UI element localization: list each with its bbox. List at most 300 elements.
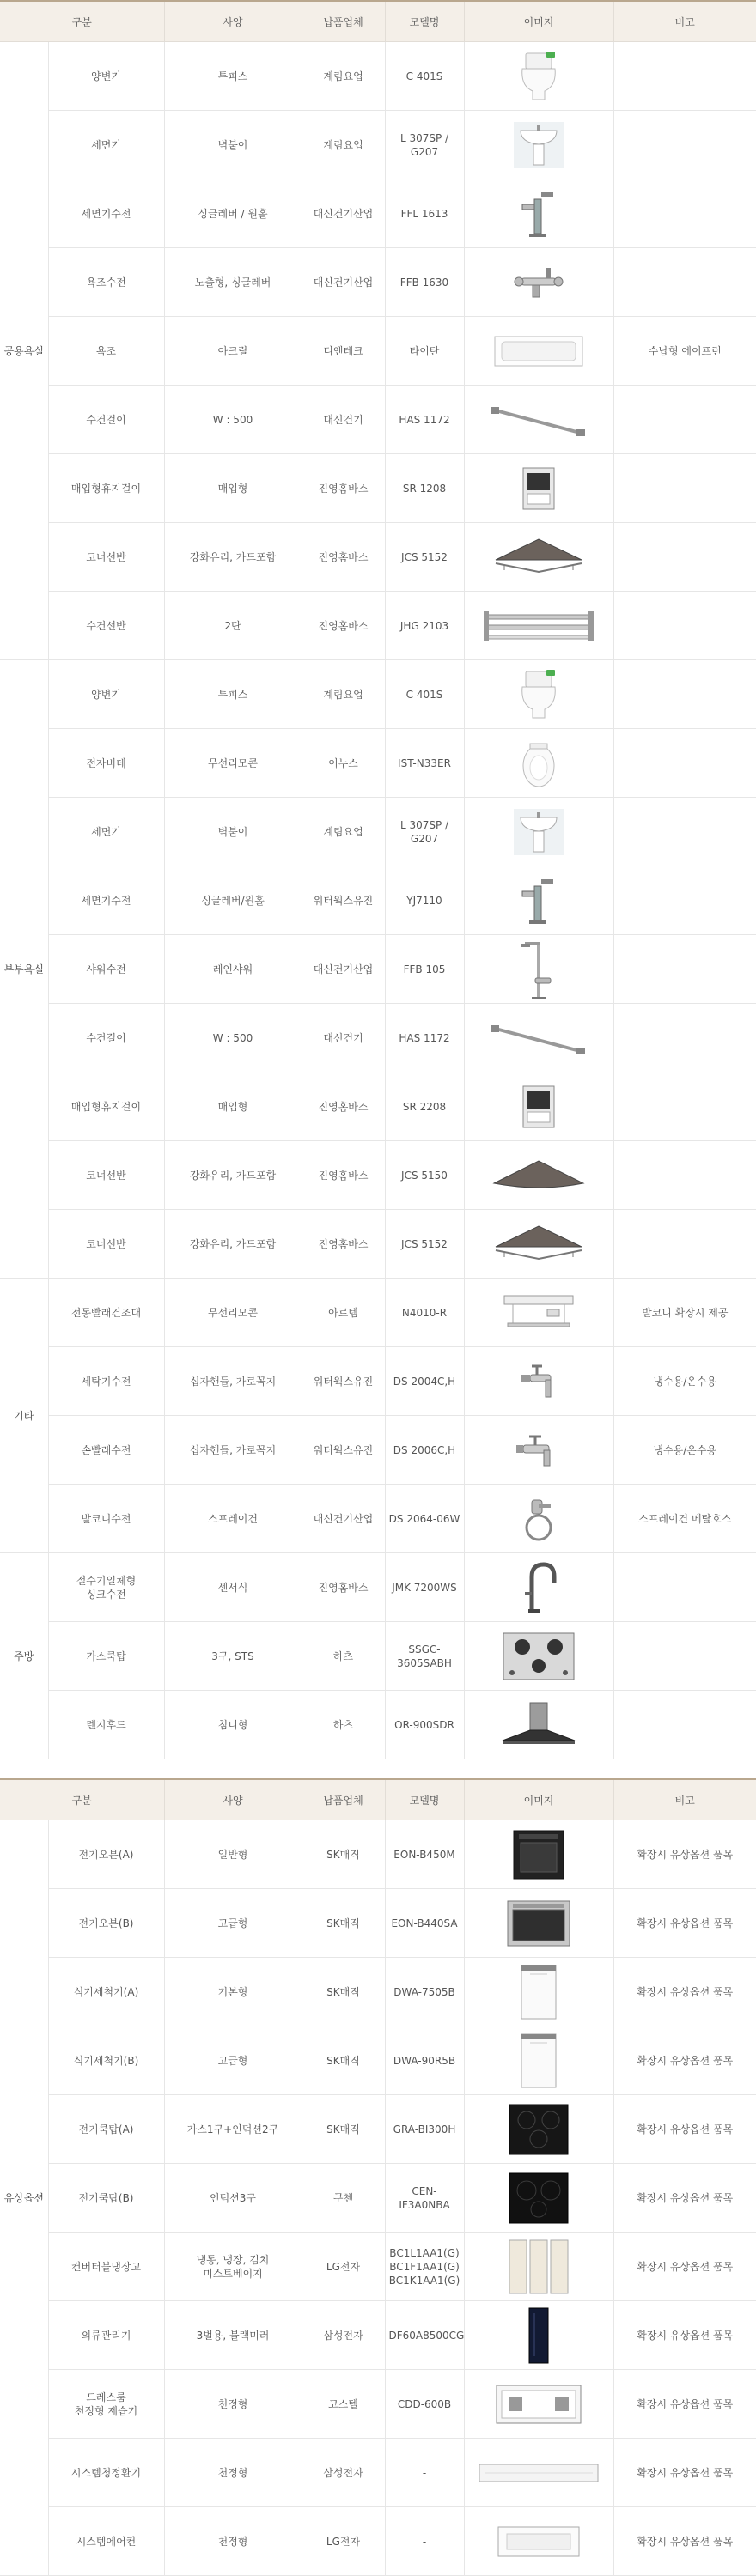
item-cell: 시스템에어컨	[48, 2507, 164, 2576]
spec-cell: 천정형	[164, 2439, 302, 2507]
table-row	[0, 1141, 756, 1210]
supplier-cell: 삼성전자	[302, 2439, 385, 2507]
image-cell	[464, 1141, 613, 1210]
item-cell: 세면기수전	[48, 866, 164, 935]
model-cell: JCS 5152	[385, 1210, 464, 1279]
note-cell	[613, 1691, 756, 1759]
item-cell: 양변기	[48, 42, 164, 111]
spec-cell: 센서식	[164, 1553, 302, 1622]
note-cell	[613, 248, 756, 317]
spray-gun-icon	[465, 1493, 613, 1545]
table-row	[0, 1416, 756, 1485]
note-cell: 냉수용/온수용	[613, 1416, 756, 1485]
item-cell: 전기오븐(B)	[48, 1889, 164, 1958]
image-cell	[464, 592, 613, 660]
table-row	[0, 2026, 756, 2095]
header-image: 이미지	[464, 1, 613, 42]
induction-cooktop-icon	[465, 2170, 613, 2227]
paper-holder-icon	[465, 463, 613, 514]
model-cell: JMK 7200WS	[385, 1553, 464, 1622]
model-cell: SR 1208	[385, 454, 464, 523]
item-cell: 세탁기수전	[48, 1347, 164, 1416]
note-cell	[613, 1072, 756, 1141]
note-cell: 확장시 유상옵션 품목	[613, 2095, 756, 2164]
note-cell	[613, 386, 756, 454]
image-cell	[464, 1553, 613, 1622]
item-cell: 전자비데	[48, 729, 164, 798]
model-cell: N4010-R	[385, 1279, 464, 1347]
item-cell: 매입형휴지걸이	[48, 454, 164, 523]
item-cell: 드레스룸 천정형 제습기	[48, 2370, 164, 2439]
note-cell: 확장시 유상옵션 품목	[613, 2301, 756, 2370]
model-cell: BC1L1AA1(G) BC1F1AA1(G) BC1K1AA1(G)	[385, 2233, 464, 2301]
supplier-cell: 코스텔	[302, 2370, 385, 2439]
supplier-cell: 쿠첸	[302, 2164, 385, 2233]
supplier-cell: 계림요업	[302, 111, 385, 179]
spec-cell: 무선리모콘	[164, 729, 302, 798]
supplier-cell: SK매직	[302, 2095, 385, 2164]
dishwasher-icon	[465, 1962, 613, 2022]
item-cell: 양변기	[48, 660, 164, 729]
item-cell: 수건걸이	[48, 1004, 164, 1072]
model-cell: JCS 5152	[385, 523, 464, 592]
item-cell: 샤워수전	[48, 935, 164, 1004]
basin-faucet-icon	[465, 874, 613, 927]
image-cell	[464, 386, 613, 454]
model-cell: HAS 1172	[385, 386, 464, 454]
image-cell	[464, 866, 613, 935]
supplier-cell: 대신건기	[302, 386, 385, 454]
gas-cooktop-icon	[465, 1628, 613, 1685]
table-row	[0, 1622, 756, 1691]
note-cell	[613, 454, 756, 523]
corner-shelf-icon	[465, 534, 613, 580]
supplier-cell: 워터웍스유진	[302, 866, 385, 935]
item-cell: 컨버터블냉장고	[48, 2233, 164, 2301]
note-cell	[613, 1210, 756, 1279]
range-hood-icon	[465, 1699, 613, 1751]
spec-cell: 노출형, 싱글레버	[164, 248, 302, 317]
supplier-cell: 진영홈바스	[302, 1553, 385, 1622]
model-cell: -	[385, 2507, 464, 2576]
header-model: 모델명	[385, 1, 464, 42]
supplier-cell: 대신건기산업	[302, 179, 385, 248]
spec-cell: 싱글레버/원홀	[164, 866, 302, 935]
model-cell: DWA-7505B	[385, 1958, 464, 2026]
oven-steel-icon	[465, 1896, 613, 1951]
ceiling-dehumidifier-icon	[465, 2379, 613, 2430]
image-cell	[464, 2301, 613, 2370]
spec-cell: 십자핸들, 가로꼭지	[164, 1416, 302, 1485]
header-image: 이미지	[464, 1779, 613, 1820]
supplier-cell: 대신건기	[302, 1004, 385, 1072]
note-cell	[613, 798, 756, 866]
table-row	[0, 1485, 756, 1553]
spec-cell: 싱글레버 / 원홀	[164, 179, 302, 248]
model-cell: L 307SP / G207	[385, 798, 464, 866]
model-cell: HAS 1172	[385, 1004, 464, 1072]
supplier-cell: 대신건기산업	[302, 1485, 385, 1553]
table-row	[0, 2301, 756, 2370]
spec-cell: 강화유리, 가드포함	[164, 1210, 302, 1279]
image-cell	[464, 248, 613, 317]
supplier-cell: LG전자	[302, 2507, 385, 2576]
note-cell	[613, 592, 756, 660]
item-cell: 의류관리기	[48, 2301, 164, 2370]
model-cell: FFL 1613	[385, 179, 464, 248]
rain-shower-icon	[465, 937, 613, 1002]
model-cell: C 401S	[385, 660, 464, 729]
model-cell: EON-B450M	[385, 1820, 464, 1889]
dishwasher-icon	[465, 2031, 613, 2091]
header-note: 비고	[613, 1, 756, 42]
note-cell	[613, 660, 756, 729]
image-cell	[464, 935, 613, 1004]
image-cell	[464, 1889, 613, 1958]
header-spec: 사양	[164, 1779, 302, 1820]
table-row	[0, 1889, 756, 1958]
table-row	[0, 1210, 756, 1279]
supplier-cell: 디엔테크	[302, 317, 385, 386]
image-cell	[464, 729, 613, 798]
note-cell	[613, 1622, 756, 1691]
model-cell: CEN-IF3A0NBA	[385, 2164, 464, 2233]
model-cell: -	[385, 2439, 464, 2507]
image-cell	[464, 1004, 613, 1072]
supplier-cell: 삼성전자	[302, 2301, 385, 2370]
bidet-icon	[465, 737, 613, 790]
item-cell: 식기세척기(A)	[48, 1958, 164, 2026]
paper-holder-icon	[465, 1081, 613, 1133]
note-cell: 확장시 유상옵션 품목	[613, 2370, 756, 2439]
spec-cell: 강화유리, 가드포함	[164, 1141, 302, 1210]
note-cell: 스프레이건 메탈호스	[613, 1485, 756, 1553]
category-cell: 공용욕실	[0, 42, 48, 660]
image-cell	[464, 454, 613, 523]
wash-basin-icon	[465, 118, 613, 172]
model-cell: 타이탄	[385, 317, 464, 386]
item-cell: 절수기일체형 싱크수전	[48, 1553, 164, 1622]
item-cell: 시스템청정환기	[48, 2439, 164, 2507]
category-cell: 주방	[0, 1553, 48, 1759]
table-row	[0, 248, 756, 317]
corner-shelf-icon	[465, 1221, 613, 1267]
table-row	[0, 592, 756, 660]
note-cell: 발코니 확장시 제공	[613, 1279, 756, 1347]
item-cell: 수건선반	[48, 592, 164, 660]
spec-cell: W : 500	[164, 1004, 302, 1072]
item-cell: 전기쿡탑(A)	[48, 2095, 164, 2164]
category-cell: 부부욕실	[0, 660, 48, 1279]
model-cell: CDD-600B	[385, 2370, 464, 2439]
supplier-cell: 워터웍스유진	[302, 1416, 385, 1485]
table-row	[0, 866, 756, 935]
supplier-cell: 하츠	[302, 1622, 385, 1691]
table-row	[0, 1691, 756, 1759]
category-cell: 기타	[0, 1279, 48, 1553]
table-row	[0, 179, 756, 248]
spec-cell: 인덕션3구	[164, 2164, 302, 2233]
note-cell	[613, 1553, 756, 1622]
image-cell	[464, 179, 613, 248]
note-cell: 확장시 유상옵션 품목	[613, 1958, 756, 2026]
image-cell	[464, 2233, 613, 2301]
item-cell: 렌지후드	[48, 1691, 164, 1759]
table-row	[0, 2164, 756, 2233]
model-cell: DF60A8500CG	[385, 2301, 464, 2370]
table-row	[0, 660, 756, 729]
drying-rack-icon	[465, 1289, 613, 1337]
image-cell	[464, 111, 613, 179]
item-cell: 손빨래수전	[48, 1416, 164, 1485]
item-cell: 전기오븐(A)	[48, 1820, 164, 1889]
item-cell: 욕조수전	[48, 248, 164, 317]
oven-icon	[465, 1827, 613, 1882]
spec-cell: 투피스	[164, 42, 302, 111]
item-cell: 발코니수전	[48, 1485, 164, 1553]
electric-cooktop-icon	[465, 2101, 613, 2158]
header-supplier: 납품업체	[302, 1779, 385, 1820]
supplier-cell: 계림요업	[302, 660, 385, 729]
item-cell: 세면기수전	[48, 179, 164, 248]
image-cell	[464, 523, 613, 592]
image-cell	[464, 1416, 613, 1485]
model-cell: L 307SP / G207	[385, 111, 464, 179]
supplier-cell: 진영홈바스	[302, 523, 385, 592]
header-supplier: 납품업체	[302, 1, 385, 42]
spec-cell: 스프레이건	[164, 1485, 302, 1553]
spec-cell: 냉동, 냉장, 김치 미스트베이지	[164, 2233, 302, 2301]
supplier-cell: 진영홈바스	[302, 1141, 385, 1210]
item-cell: 코너선반	[48, 1210, 164, 1279]
header-model: 모델명	[385, 1779, 464, 1820]
table-row	[0, 1004, 756, 1072]
spec-cell: 3벌용, 블랙미러	[164, 2301, 302, 2370]
note-cell: 확장시 유상옵션 품목	[613, 1820, 756, 1889]
image-cell	[464, 2439, 613, 2507]
model-cell: DS 2004C,H	[385, 1347, 464, 1416]
image-cell	[464, 1691, 613, 1759]
basin-faucet-icon	[465, 187, 613, 240]
table-row	[0, 798, 756, 866]
refrigerator-icon	[465, 2237, 613, 2297]
note-cell	[613, 1004, 756, 1072]
washer-faucet-icon	[465, 1356, 613, 1407]
note-cell	[613, 111, 756, 179]
model-cell: YJ7110	[385, 866, 464, 935]
supplier-cell: 하츠	[302, 1691, 385, 1759]
spec-cell: 십자핸들, 가로꼭지	[164, 1347, 302, 1416]
supplier-cell: 대신건기산업	[302, 935, 385, 1004]
item-cell: 세면기	[48, 798, 164, 866]
model-cell: GRA-BI300H	[385, 2095, 464, 2164]
supplier-cell: 계림요업	[302, 42, 385, 111]
table-row	[0, 1553, 756, 1622]
image-cell	[464, 42, 613, 111]
item-cell: 코너선반	[48, 523, 164, 592]
image-cell	[464, 1485, 613, 1553]
table-header-row	[0, 1, 756, 42]
supplier-cell: 대신건기산업	[302, 248, 385, 317]
paid-option-table	[0, 1778, 756, 2576]
spec-cell: 매입형	[164, 454, 302, 523]
image-cell	[464, 2507, 613, 2576]
note-cell	[613, 866, 756, 935]
supplier-cell: 계림요업	[302, 798, 385, 866]
ventilator-icon	[465, 2456, 613, 2490]
table-row	[0, 2439, 756, 2507]
note-cell	[613, 42, 756, 111]
spec-cell: W : 500	[164, 386, 302, 454]
spec-cell: 아크릴	[164, 317, 302, 386]
spec-cell: 레인샤워	[164, 935, 302, 1004]
image-cell	[464, 317, 613, 386]
kitchen-faucet-icon	[465, 1558, 613, 1618]
item-cell: 세면기	[48, 111, 164, 179]
model-cell: C 401S	[385, 42, 464, 111]
table-row	[0, 523, 756, 592]
hand-wash-faucet-icon	[465, 1425, 613, 1476]
note-cell	[613, 935, 756, 1004]
toilet-icon	[465, 50, 613, 103]
table-row	[0, 1347, 756, 1416]
model-cell: OR-900SDR	[385, 1691, 464, 1759]
spec-cell: 일반형	[164, 1820, 302, 1889]
spec-cell: 침니형	[164, 1691, 302, 1759]
table-row	[0, 317, 756, 386]
spec-cell: 2단	[164, 592, 302, 660]
item-cell: 식기세척기(B)	[48, 2026, 164, 2095]
spec-cell: 가스1구+인덕션2구	[164, 2095, 302, 2164]
supplier-cell: LG전자	[302, 2233, 385, 2301]
table-row	[0, 2095, 756, 2164]
model-cell: DWA-90R5B	[385, 2026, 464, 2095]
image-cell	[464, 660, 613, 729]
table-header-row	[0, 1779, 756, 1820]
spec-cell: 천정형	[164, 2507, 302, 2576]
spec-cell: 벽붙이	[164, 798, 302, 866]
table-row	[0, 935, 756, 1004]
spec-cell: 고급형	[164, 2026, 302, 2095]
model-cell: FFB 1630	[385, 248, 464, 317]
table-row	[0, 111, 756, 179]
item-cell: 가스쿡탑	[48, 1622, 164, 1691]
image-cell	[464, 1622, 613, 1691]
ceiling-ac-icon	[465, 2520, 613, 2563]
spec-cell: 무선리모콘	[164, 1279, 302, 1347]
towel-shelf-icon	[465, 605, 613, 647]
image-cell	[464, 2026, 613, 2095]
spec-cell: 고급형	[164, 1889, 302, 1958]
header-category: 구분	[0, 1779, 164, 1820]
note-cell: 수납형 에이프런	[613, 317, 756, 386]
spec-cell: 매입형	[164, 1072, 302, 1141]
supplier-cell: 진영홈바스	[302, 1210, 385, 1279]
supplier-cell: SK매직	[302, 1958, 385, 2026]
model-cell: JHG 2103	[385, 592, 464, 660]
table-row	[0, 1958, 756, 2026]
table-row	[0, 454, 756, 523]
model-cell: SSGC- 3605SABH	[385, 1622, 464, 1691]
spec-cell: 3구, STS	[164, 1622, 302, 1691]
supplier-cell: 진영홈바스	[302, 592, 385, 660]
category-cell: 유상옵션	[0, 1820, 48, 2576]
spec-cell: 천정형	[164, 2370, 302, 2439]
supplier-cell: SK매직	[302, 2026, 385, 2095]
bath-faucet-icon	[465, 256, 613, 309]
note-cell: 확장시 유상옵션 품목	[613, 2164, 756, 2233]
item-cell: 수건걸이	[48, 386, 164, 454]
note-cell: 확장시 유상옵션 품목	[613, 2439, 756, 2507]
table-gap	[0, 1759, 756, 1778]
supplier-cell: SK매직	[302, 1820, 385, 1889]
supplier-cell: 워터웍스유진	[302, 1347, 385, 1416]
item-cell: 욕조	[48, 317, 164, 386]
image-cell	[464, 798, 613, 866]
wash-basin-icon	[465, 805, 613, 859]
supplier-cell: 진영홈바스	[302, 454, 385, 523]
image-cell	[464, 1210, 613, 1279]
bathtub-icon	[465, 330, 613, 373]
note-cell: 확장시 유상옵션 품목	[613, 1889, 756, 1958]
table-row	[0, 2507, 756, 2576]
table-row	[0, 1279, 756, 1347]
spec-cell: 기본형	[164, 1958, 302, 2026]
item-cell: 전기쿡탑(B)	[48, 2164, 164, 2233]
image-cell	[464, 2164, 613, 2233]
toilet-icon	[465, 668, 613, 721]
model-cell: SR 2208	[385, 1072, 464, 1141]
supplier-cell: 진영홈바스	[302, 1072, 385, 1141]
image-cell	[464, 1958, 613, 2026]
item-cell: 매입형휴지걸이	[48, 1072, 164, 1141]
model-cell: DS 2006C,H	[385, 1416, 464, 1485]
supplier-cell: SK매직	[302, 1889, 385, 1958]
note-cell	[613, 179, 756, 248]
note-cell	[613, 1141, 756, 1210]
model-cell: IST-N33ER	[385, 729, 464, 798]
note-cell	[613, 523, 756, 592]
image-cell	[464, 1347, 613, 1416]
model-cell: JCS 5150	[385, 1141, 464, 1210]
model-cell: DS 2064-06W	[385, 1485, 464, 1553]
table-row	[0, 42, 756, 111]
item-cell: 전동빨래건조대	[48, 1279, 164, 1347]
table-row	[0, 2370, 756, 2439]
note-cell: 냉수용/온수용	[613, 1347, 756, 1416]
table-row	[0, 1072, 756, 1141]
supplier-cell: 이누스	[302, 729, 385, 798]
image-cell	[464, 1820, 613, 1889]
item-cell: 코너선반	[48, 1141, 164, 1210]
note-cell: 확장시 유상옵션 품목	[613, 2026, 756, 2095]
image-cell	[464, 2370, 613, 2439]
model-cell: FFB 105	[385, 935, 464, 1004]
header-note: 비고	[613, 1779, 756, 1820]
image-cell	[464, 1279, 613, 1347]
table-row	[0, 2233, 756, 2301]
towel-bar-icon	[465, 398, 613, 441]
model-cell: EON-B440SA	[385, 1889, 464, 1958]
clothes-care-icon	[465, 2305, 613, 2366]
header-spec: 사양	[164, 1, 302, 42]
note-cell: 확장시 유상옵션 품목	[613, 2233, 756, 2301]
towel-bar-icon	[465, 1017, 613, 1060]
corner-shelf-flat-icon	[465, 1152, 613, 1199]
header-category: 구분	[0, 1, 164, 42]
note-cell	[613, 729, 756, 798]
note-cell: 확장시 유상옵션 품목	[613, 2507, 756, 2576]
